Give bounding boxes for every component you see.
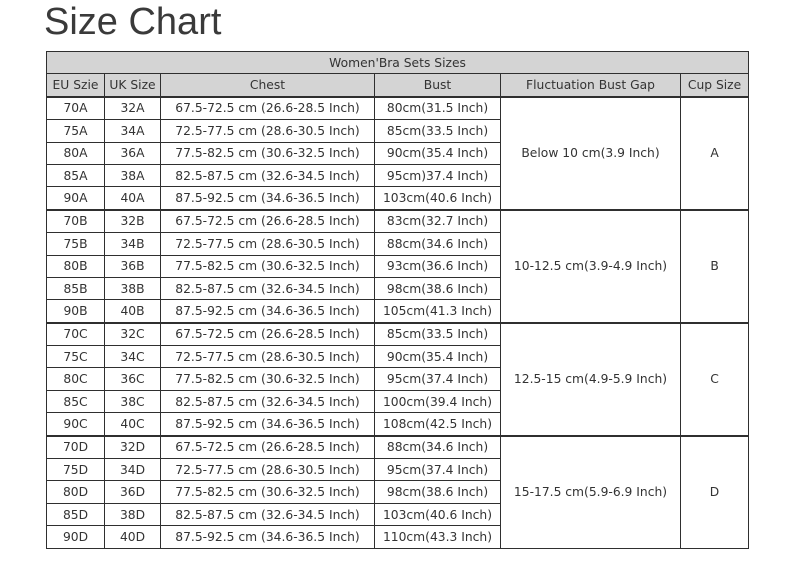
uk-size-cell: 40D — [105, 526, 161, 548]
bust-cell: 103cm(40.6 Inch) — [375, 187, 501, 210]
uk-size-cell: 38A — [105, 164, 161, 186]
column-header-uk-size: UK Size — [105, 74, 161, 97]
uk-size-cell: 40B — [105, 300, 161, 323]
uk-size-cell: 40A — [105, 187, 161, 210]
bust-cell: 95cm(37.4 Inch) — [375, 459, 501, 481]
uk-size-cell: 34C — [105, 346, 161, 368]
chest-cell: 87.5-92.5 cm (34.6-36.5 Inch) — [161, 300, 375, 323]
eu-size-cell: 70D — [47, 436, 105, 459]
uk-size-cell: 34B — [105, 233, 161, 255]
eu-size-cell: 75C — [47, 346, 105, 368]
chest-cell: 82.5-87.5 cm (32.6-34.5 Inch) — [161, 277, 375, 299]
uk-size-cell: 40C — [105, 413, 161, 436]
eu-size-cell: 90A — [47, 187, 105, 210]
eu-size-cell: 75A — [47, 120, 105, 142]
chest-cell: 87.5-92.5 cm (34.6-36.5 Inch) — [161, 413, 375, 436]
eu-size-cell: 90D — [47, 526, 105, 548]
size-chart-table — [46, 51, 749, 549]
chest-cell: 77.5-82.5 cm (30.6-32.5 Inch) — [161, 255, 375, 277]
chest-cell: 77.5-82.5 cm (30.6-32.5 Inch) — [161, 142, 375, 164]
chest-cell: 67.5-72.5 cm (26.6-28.5 Inch) — [161, 323, 375, 346]
bust-cell: 83cm(32.7 Inch) — [375, 210, 501, 233]
page-title: Size Chart — [44, 1, 222, 43]
eu-size-cell: 80D — [47, 481, 105, 503]
bust-cell: 103cm(40.6 Inch) — [375, 503, 501, 525]
uk-size-cell: 32D — [105, 436, 161, 459]
bust-cell: 108cm(42.5 Inch) — [375, 413, 501, 436]
table-row — [47, 97, 749, 120]
bust-cell: 100cm(39.4 Inch) — [375, 390, 501, 412]
fluctuation-gap-cell: 15-17.5 cm(5.9-6.9 Inch) — [501, 436, 681, 548]
eu-size-cell: 80C — [47, 368, 105, 390]
chest-cell: 67.5-72.5 cm (26.6-28.5 Inch) — [161, 436, 375, 459]
uk-size-cell: 38B — [105, 277, 161, 299]
table-caption: Women'Bra Sets Sizes — [47, 52, 749, 74]
uk-size-cell: 36C — [105, 368, 161, 390]
cup-size-cell: B — [681, 210, 749, 323]
cup-size-cell: A — [681, 97, 749, 210]
chest-cell: 72.5-77.5 cm (28.6-30.5 Inch) — [161, 346, 375, 368]
column-header-fluctuation-bust-gap: Fluctuation Bust Gap — [501, 74, 681, 97]
eu-size-cell: 85C — [47, 390, 105, 412]
eu-size-cell: 70C — [47, 323, 105, 346]
eu-size-cell: 90B — [47, 300, 105, 323]
uk-size-cell: 36B — [105, 255, 161, 277]
bust-cell: 85cm(33.5 Inch) — [375, 323, 501, 346]
bust-cell: 95cm)37.4 Inch) — [375, 164, 501, 186]
bust-cell: 88cm(34.6 Inch) — [375, 436, 501, 459]
chest-cell: 67.5-72.5 cm (26.6-28.5 Inch) — [161, 210, 375, 233]
bust-cell: 93cm(36.6 Inch) — [375, 255, 501, 277]
uk-size-cell: 32C — [105, 323, 161, 346]
bust-cell: 98cm(38.6 Inch) — [375, 481, 501, 503]
chest-cell: 72.5-77.5 cm (28.6-30.5 Inch) — [161, 120, 375, 142]
eu-size-cell: 85B — [47, 277, 105, 299]
chest-cell: 82.5-87.5 cm (32.6-34.5 Inch) — [161, 390, 375, 412]
chest-cell: 87.5-92.5 cm (34.6-36.5 Inch) — [161, 187, 375, 210]
chest-cell: 77.5-82.5 cm (30.6-32.5 Inch) — [161, 481, 375, 503]
eu-size-cell: 85D — [47, 503, 105, 525]
uk-size-cell: 32A — [105, 97, 161, 120]
column-header-bust: Bust — [375, 74, 501, 97]
chest-cell: 82.5-87.5 cm (32.6-34.5 Inch) — [161, 164, 375, 186]
bust-cell: 105cm(41.3 Inch) — [375, 300, 501, 323]
column-header-chest: Chest — [161, 74, 375, 97]
chest-cell: 77.5-82.5 cm (30.6-32.5 Inch) — [161, 368, 375, 390]
bust-cell: 80cm(31.5 Inch) — [375, 97, 501, 120]
uk-size-cell: 36D — [105, 481, 161, 503]
fluctuation-gap-cell: Below 10 cm(3.9 Inch) — [501, 97, 681, 210]
cup-size-cell: C — [681, 323, 749, 436]
eu-size-cell: 80A — [47, 142, 105, 164]
fluctuation-gap-cell: 10-12.5 cm(3.9-4.9 Inch) — [501, 210, 681, 323]
bust-cell: 90cm(35.4 Inch) — [375, 142, 501, 164]
bust-cell: 88cm(34.6 Inch) — [375, 233, 501, 255]
bust-cell: 110cm(43.3 Inch) — [375, 526, 501, 548]
chest-cell: 87.5-92.5 cm (34.6-36.5 Inch) — [161, 526, 375, 548]
eu-size-cell: 75D — [47, 459, 105, 481]
uk-size-cell: 38D — [105, 503, 161, 525]
table-row — [47, 323, 749, 346]
eu-size-cell: 70B — [47, 210, 105, 233]
fluctuation-gap-cell: 12.5-15 cm(4.9-5.9 Inch) — [501, 323, 681, 436]
uk-size-cell: 32B — [105, 210, 161, 233]
uk-size-cell: 38C — [105, 390, 161, 412]
eu-size-cell: 70A — [47, 97, 105, 120]
bust-cell: 85cm(33.5 Inch) — [375, 120, 501, 142]
chest-cell: 72.5-77.5 cm (28.6-30.5 Inch) — [161, 233, 375, 255]
table-row — [47, 210, 749, 233]
bust-cell: 95cm(37.4 Inch) — [375, 368, 501, 390]
table-body — [47, 97, 749, 548]
eu-size-cell: 90C — [47, 413, 105, 436]
bust-cell: 98cm(38.6 Inch) — [375, 277, 501, 299]
chest-cell: 82.5-87.5 cm (32.6-34.5 Inch) — [161, 503, 375, 525]
uk-size-cell: 36A — [105, 142, 161, 164]
uk-size-cell: 34A — [105, 120, 161, 142]
table-row — [47, 436, 749, 459]
uk-size-cell: 34D — [105, 459, 161, 481]
cup-size-cell: D — [681, 436, 749, 548]
bust-cell: 90cm(35.4 Inch) — [375, 346, 501, 368]
column-header-eu-size: EU Szie — [47, 74, 105, 97]
eu-size-cell: 80B — [47, 255, 105, 277]
eu-size-cell: 85A — [47, 164, 105, 186]
column-header-cup-size: Cup Size — [681, 74, 749, 97]
chest-cell: 72.5-77.5 cm (28.6-30.5 Inch) — [161, 459, 375, 481]
chest-cell: 67.5-72.5 cm (26.6-28.5 Inch) — [161, 97, 375, 120]
eu-size-cell: 75B — [47, 233, 105, 255]
